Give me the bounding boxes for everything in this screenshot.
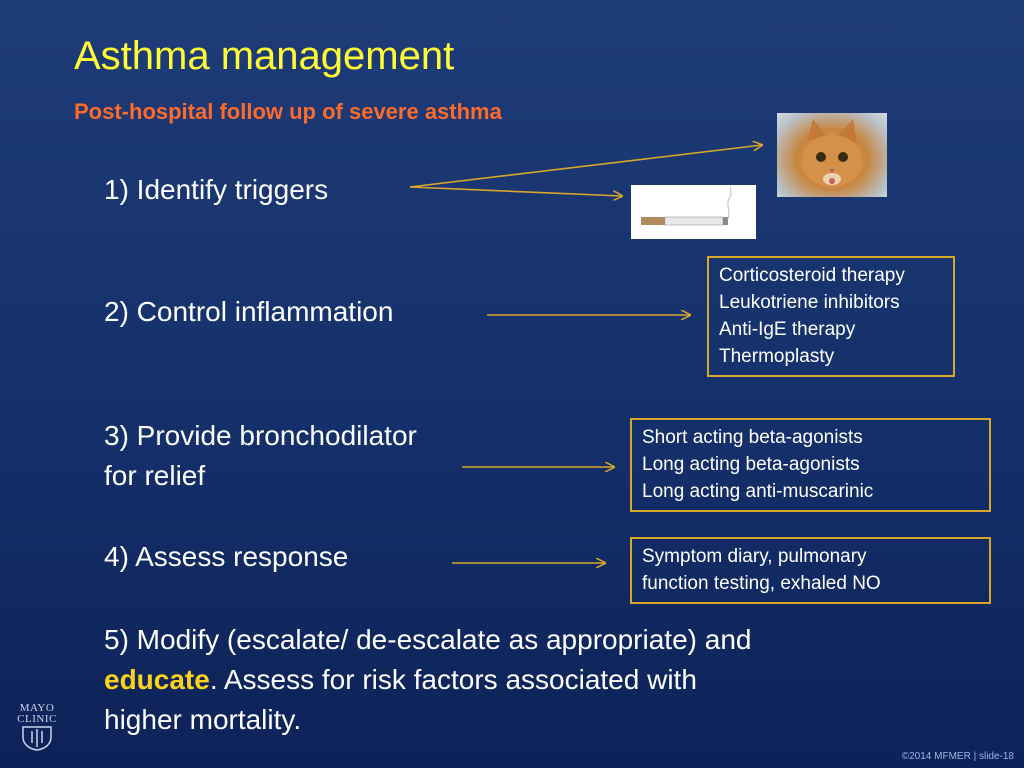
educate-highlight: educate [104,664,210,695]
arrow-to-cat [410,145,762,187]
box-item: Symptom diary, pulmonary [642,546,867,567]
box-item: function testing, exhaled NO [642,573,881,594]
logo-line1: MAYO [19,702,55,714]
slide-number: slide-18 [978,751,1014,762]
step-assess-response: 4) Assess response [104,541,349,572]
shield-icon [20,725,54,751]
box-item: Short acting beta-agonists [642,427,863,448]
step-control-inflammation: 2) Control inflammation [104,296,394,327]
box-item: Corticosteroid therapy [719,265,905,286]
logo-line2: CLINIC [17,713,57,725]
step-bronchodilator-line1: 3) Provide bronchodilator [104,420,417,451]
slide-title: Asthma management [74,34,455,78]
arrow-to-cigarette [410,187,622,196]
step-bronchodilator-line2: for relief [104,460,206,491]
step-modify-line1: 5) Modify (escalate/ de-escalate as appropriate) and [104,624,752,655]
box-item: Long acting anti-muscarinic [642,481,874,502]
step-identify-triggers: 1) Identify triggers [104,174,329,205]
slide-subtitle: Post-hospital follow up of severe asthma [74,99,502,124]
box-item: Long acting beta-agonists [642,454,860,475]
box-item: Thermoplasty [719,346,835,367]
copyright-text: ©2014 MFMER [901,751,971,762]
box-item: Leukotriene inhibitors [719,292,900,313]
footer-separator: | [973,751,977,762]
box-item: Anti-IgE therapy [719,319,856,340]
step-modify-line3: higher mortality. [104,704,302,735]
mayo-clinic-logo [12,703,62,756]
slide-footer [902,751,1014,762]
step-modify-line2-rest: . Assess for risk factors associated with [209,664,697,695]
